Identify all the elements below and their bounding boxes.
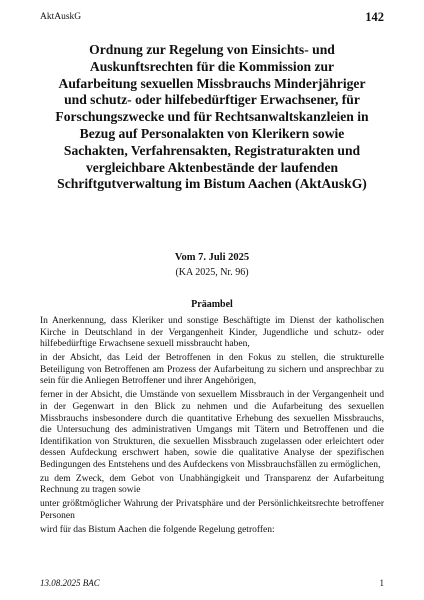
preamble-paragraph: zu dem Zweck, dem Gebot von Unabhängigkeit und Transparenz der Aufarbeitung Rechnung zu tragen sowie [40,473,384,496]
footer-page-number: 1 [379,578,384,588]
preamble-paragraph: ferner in der Absicht, die Umstände von sexuellem Missbrauch in der Vergangenheit und in der Gegenwart in den Blick zu nehmen und die Aufarbeitung des sexuellen Missbrauchs insbesondere durch die quantitative Erhebung des sexuellen Missbrauchs, die Untersuchung des administrativen Umgangs mit Tätern und Betroffenen und die Identifikation von Strukturen, die sexuellen Missbrauch zugelassen oder erleichtert oder dessen Aufdeckung erschwert haben, sowie die qualitative Analyse der spezifischen Bedingungen des Entstehens und des Aufdeckens von Missbrauchsfällen zu ermöglichen, [40,390,384,470]
preamble-paragraph: in der Absicht, das Leid der Betroffenen in den Fokus zu stellen, die strukturelle Beteiligung von Betroffenen am Prozess der Aufarbeitung zu sichern und ansprechbar zu sein für die Anliegen Betroffener und ihrer Angehörigen, [40,353,384,387]
document-title: Ordnung zur Regelung von Einsichts- und Auskunftsrechten für die Kommission zur Aufarbeitung sexuellen Missbrauchs Minderjähriger und schutz- oder hilfebedürftiger Erwachsener, für Forschungszwecke und für Rechtsanwaltskanzleien in Bezug auf Personalakten von Klerikern sowie Sachakten, Verfahrensakten, Registraturakten und vergleichbare Aktenbestände der laufenden Schriftgutverwaltung im Bistum Aachen (AktAuskG) [55,42,369,192]
preamble-paragraph: unter größtmöglicher Wahrung der Privatsphäre und der Persönlichkeitsrechte betroffener Personen [40,499,384,522]
document-source: (KA 2025, Nr. 96) [175,267,249,278]
footer-date-tag: 13.08.2025 BAC [40,578,100,588]
header-short-title: AktAuskG [40,12,82,22]
preamble-paragraph: wird für das Bistum Aachen die folgende Regelung getroffen: [40,525,275,536]
preamble-paragraph: In Anerkennung, dass Kleriker und sonstige Beschäftigte im Dienst der katholischen Kirche in Deutschland in der Vergangenheit Kinder, Jugendliche und schutz- oder hilfebedürftige Erwachsene sexuell missbraucht haben, [40,316,384,350]
document-date: Vom 7. Juli 2025 [174,252,250,263]
preamble-heading: Präambel [191,299,233,310]
header-page-number: 142 [365,10,384,24]
preamble-body [40,316,384,537]
